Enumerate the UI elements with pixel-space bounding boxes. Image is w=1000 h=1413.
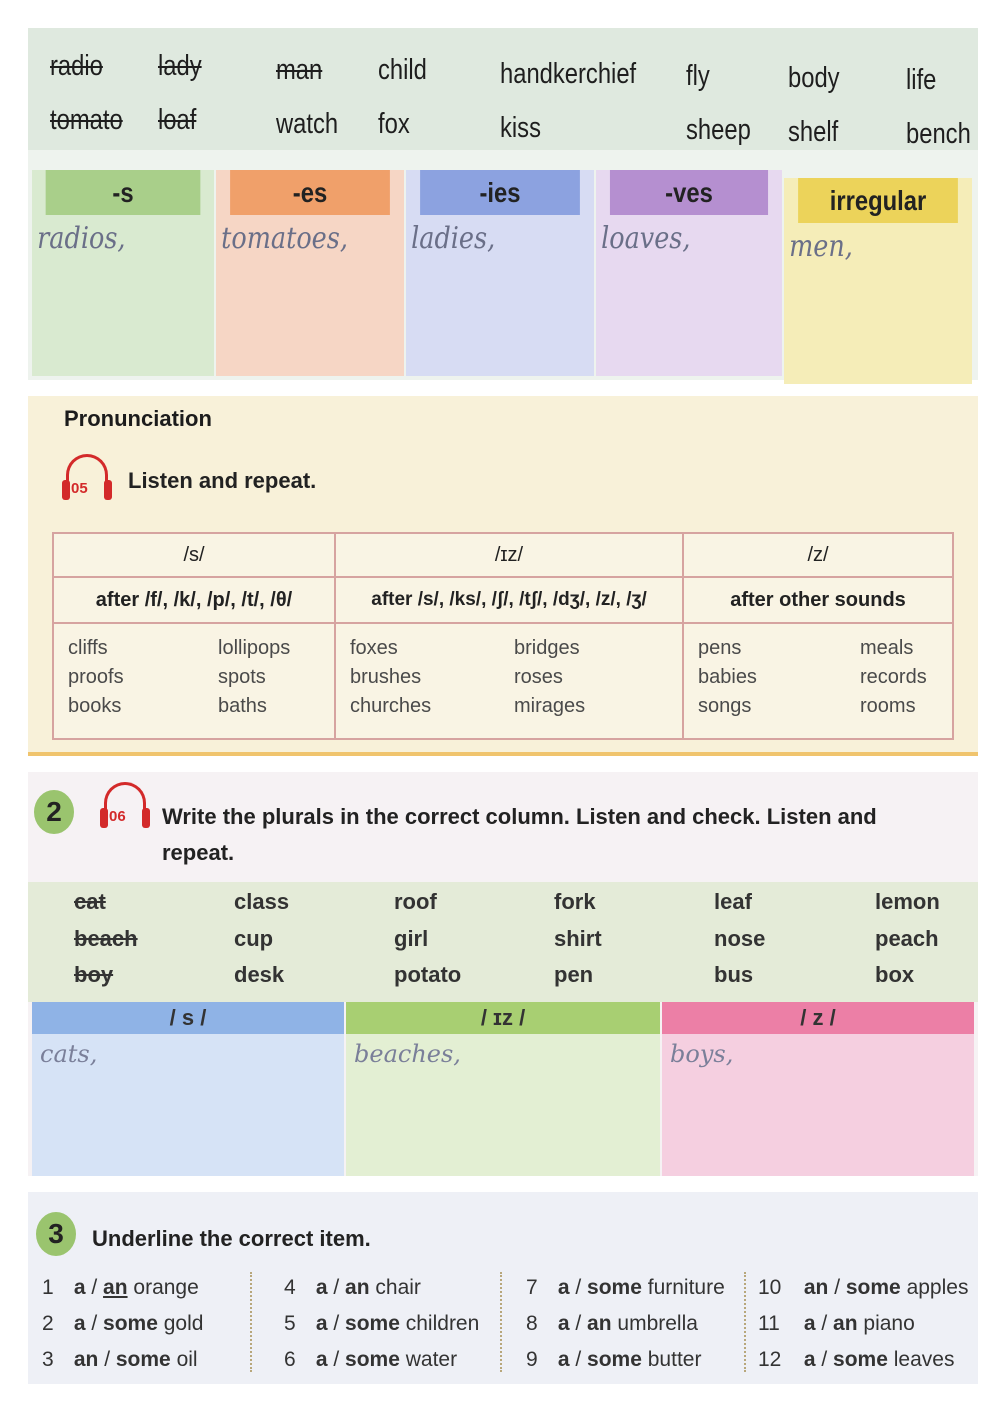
item-number: 7	[526, 1276, 538, 1299]
item-noun: butter	[647, 1348, 702, 1371]
column-z-sound	[662, 1002, 974, 1176]
example-word: brushes	[350, 666, 422, 688]
column-header: -s	[46, 170, 201, 215]
word-nose: nose	[714, 926, 766, 951]
examples-s	[53, 623, 335, 739]
column-header: irregular	[798, 178, 958, 223]
headphones-icon[interactable]	[98, 782, 152, 832]
option-a[interactable]: a	[73, 1276, 86, 1299]
item-number: 1	[42, 1276, 54, 1299]
column-header: -es	[230, 170, 390, 215]
option-b[interactable]: an	[103, 1276, 128, 1299]
word-cat: cat	[74, 889, 106, 914]
column-header: / s /	[32, 1002, 344, 1034]
exercise-3	[28, 1192, 978, 1384]
word-girl: girl	[394, 926, 429, 951]
example-word: bridges	[514, 637, 580, 659]
option-b[interactable]: some	[587, 1348, 642, 1371]
word-child: child	[378, 54, 427, 86]
word-bench: bench	[906, 118, 971, 150]
option-a[interactable]: a	[73, 1312, 86, 1335]
column-answer[interactable]: beaches,	[354, 1040, 461, 1068]
example-word: roses	[514, 666, 563, 688]
choice-item-3: 3 an / some oil	[42, 1348, 198, 1371]
pronunciation-table	[52, 532, 954, 740]
phoneme-z: /z/	[683, 533, 953, 577]
word-body: body	[788, 62, 840, 94]
word-desk: desk	[234, 962, 285, 987]
option-b[interactable]: an	[345, 1276, 370, 1299]
word-shelf: shelf	[788, 116, 839, 148]
exercise-number-badge: 2	[34, 790, 74, 834]
item-noun: children	[405, 1312, 480, 1335]
item-number: 12	[758, 1348, 782, 1371]
column-answer[interactable]: men,	[789, 229, 853, 264]
word-kiss: kiss	[500, 112, 541, 144]
word-man: man	[276, 54, 323, 86]
example-word: proofs	[68, 666, 124, 688]
word-shirt: shirt	[554, 926, 602, 951]
choice-item-5: 5 a / some children	[284, 1312, 480, 1335]
option-b[interactable]: some	[845, 1276, 901, 1299]
choice-item-7: 7 a / some furniture	[526, 1276, 725, 1299]
exercise-2-instruction-line2: repeat.	[162, 840, 235, 865]
example-word: foxes	[350, 637, 398, 659]
example-word: meals	[860, 637, 914, 659]
word-cup: cup	[234, 926, 274, 951]
item-number: 4	[284, 1276, 296, 1299]
option-a[interactable]: an	[73, 1348, 99, 1371]
option-b[interactable]: some	[115, 1348, 171, 1371]
audio-track-number: 05	[71, 480, 88, 497]
option-b[interactable]: some	[345, 1312, 400, 1335]
rule-s: after /f/, /k/, /p/, /t/, /θ/	[53, 577, 335, 623]
choice-item-2: 2 a / some gold	[42, 1312, 204, 1335]
option-a[interactable]: a	[803, 1312, 816, 1335]
column-s	[32, 170, 214, 376]
rule-z: after other sounds	[683, 577, 953, 623]
column-answer[interactable]: ladies,	[411, 221, 496, 256]
option-a[interactable]: a	[803, 1348, 816, 1371]
example-word: records	[860, 666, 927, 688]
phoneme-s: /s/	[53, 533, 335, 577]
audio-track-number: 06	[109, 808, 126, 825]
item-number: 6	[284, 1348, 296, 1371]
choice-item-12: 12 a / some leaves	[758, 1348, 955, 1371]
option-b[interactable]: an	[587, 1312, 612, 1335]
column-s-sound	[32, 1002, 344, 1176]
word-handkerchief: handkerchief	[500, 58, 637, 90]
example-word: lollipops	[218, 637, 291, 659]
word-sheep: sheep	[686, 114, 751, 146]
example-word: spots	[218, 666, 266, 688]
item-noun: apples	[906, 1276, 969, 1299]
choice-item-1: 1 a / an orange	[42, 1276, 199, 1299]
word-life: life	[906, 64, 937, 96]
column-answer[interactable]: boys,	[670, 1040, 734, 1068]
example-word: songs	[698, 695, 752, 717]
column-header: / ɪz /	[346, 1002, 660, 1034]
column-answer[interactable]: tomatoes,	[221, 221, 348, 256]
rule-iz: after /s/, /ks/, /ʃ/, /tʃ/, /dʒ/, /z/, /ʒ/	[335, 577, 683, 623]
option-b[interactable]: some	[833, 1348, 888, 1371]
exercise-2-instruction-line1: Write the plurals in the correct column. Listen and check. Listen and	[162, 804, 877, 829]
item-noun: umbrella	[617, 1312, 698, 1335]
column-irregular	[784, 178, 972, 384]
column-ves	[596, 170, 782, 376]
word-fork: fork	[554, 889, 596, 914]
item-noun: furniture	[647, 1276, 725, 1299]
column-answer[interactable]: loaves,	[601, 221, 691, 256]
column-divider	[500, 1272, 502, 1372]
item-number: 5	[284, 1312, 296, 1335]
item-number: 3	[42, 1348, 54, 1371]
examples-iz	[335, 623, 683, 739]
item-noun: oil	[176, 1348, 198, 1371]
column-header: -ves	[610, 170, 768, 215]
word-radio: radio	[50, 50, 103, 82]
example-word: books	[68, 695, 122, 717]
item-noun: gold	[163, 1312, 204, 1335]
word-potato: potato	[394, 962, 462, 987]
word-fox: fox	[378, 108, 410, 140]
option-a[interactable]: a	[315, 1348, 328, 1371]
column-es	[216, 170, 404, 376]
option-a[interactable]: an	[803, 1276, 829, 1299]
option-a[interactable]: a	[557, 1348, 570, 1371]
option-a[interactable]: a	[315, 1312, 328, 1335]
exercise-3-instruction: Underline the correct item.	[92, 1226, 371, 1251]
examples-z	[683, 623, 953, 739]
option-a[interactable]: a	[315, 1276, 328, 1299]
word-leaf: leaf	[714, 889, 752, 914]
option-b[interactable]: some	[103, 1312, 158, 1335]
word-watch: watch	[276, 108, 339, 140]
option-a[interactable]: a	[557, 1276, 570, 1299]
choice-item-9: 9 a / some butter	[526, 1348, 702, 1371]
exercise-2	[28, 772, 978, 1176]
word-tomato: tomato	[50, 104, 123, 136]
choice-item-6: 6 a / some water	[284, 1348, 458, 1371]
plural-endings-exercise	[28, 28, 978, 380]
word-class: class	[234, 889, 290, 914]
choice-item-8: 8 a / an umbrella	[526, 1312, 698, 1335]
column-divider	[250, 1272, 252, 1372]
word-lady: lady	[158, 50, 202, 82]
item-number: 11	[758, 1312, 780, 1335]
item-noun: leaves	[893, 1348, 955, 1371]
choice-item-4: 4 a / an chair	[284, 1276, 421, 1299]
column-iz-sound	[346, 1002, 660, 1176]
column-divider	[744, 1272, 746, 1372]
choice-item-11: 11 a / an piano	[758, 1312, 915, 1335]
exercise-number-badge: 3	[36, 1212, 76, 1256]
item-number: 2	[42, 1312, 54, 1335]
option-b[interactable]: some	[587, 1276, 642, 1299]
item-number: 9	[526, 1348, 538, 1371]
option-b[interactable]: an	[833, 1312, 858, 1335]
word-peach: peach	[875, 926, 939, 951]
example-word: baths	[218, 695, 267, 717]
word-fly: fly	[686, 60, 710, 92]
pronunciation-instruction: Listen and repeat.	[128, 468, 317, 493]
item-noun: orange	[133, 1276, 199, 1299]
example-word: pens	[698, 637, 742, 659]
choice-item-10: 10 an / some apples	[758, 1276, 969, 1299]
item-number: 10	[758, 1276, 782, 1299]
item-noun: water	[405, 1348, 458, 1371]
word-beach: beach	[74, 926, 138, 951]
example-word: churches	[350, 695, 432, 717]
pronunciation-box	[28, 396, 978, 756]
option-a[interactable]: a	[557, 1312, 570, 1335]
word-roof: roof	[394, 889, 437, 914]
column-header: / z /	[662, 1002, 974, 1034]
column-answer[interactable]: radios,	[37, 221, 126, 256]
word-bus: bus	[714, 962, 754, 987]
example-word: babies	[698, 666, 757, 688]
item-noun: chair	[375, 1276, 421, 1299]
headphones-icon[interactable]	[60, 454, 114, 504]
item-noun: piano	[863, 1312, 915, 1335]
example-word: mirages	[514, 695, 586, 717]
option-b[interactable]: some	[345, 1348, 400, 1371]
column-ies	[406, 170, 594, 376]
phoneme-iz: /ɪz/	[335, 533, 683, 577]
word-box: box	[875, 962, 915, 987]
word-loaf: loaf	[158, 104, 197, 136]
column-header: -ies	[420, 170, 580, 215]
example-word: rooms	[860, 695, 916, 717]
item-number: 8	[526, 1312, 538, 1335]
word-bank-band	[28, 882, 978, 1002]
example-word: cliffs	[68, 637, 108, 659]
word-pen: pen	[554, 962, 594, 987]
word-boy: boy	[74, 962, 114, 987]
word-lemon: lemon	[875, 889, 940, 914]
column-answer[interactable]: cats,	[40, 1040, 98, 1068]
pronunciation-title: Pronunciation	[64, 406, 212, 431]
